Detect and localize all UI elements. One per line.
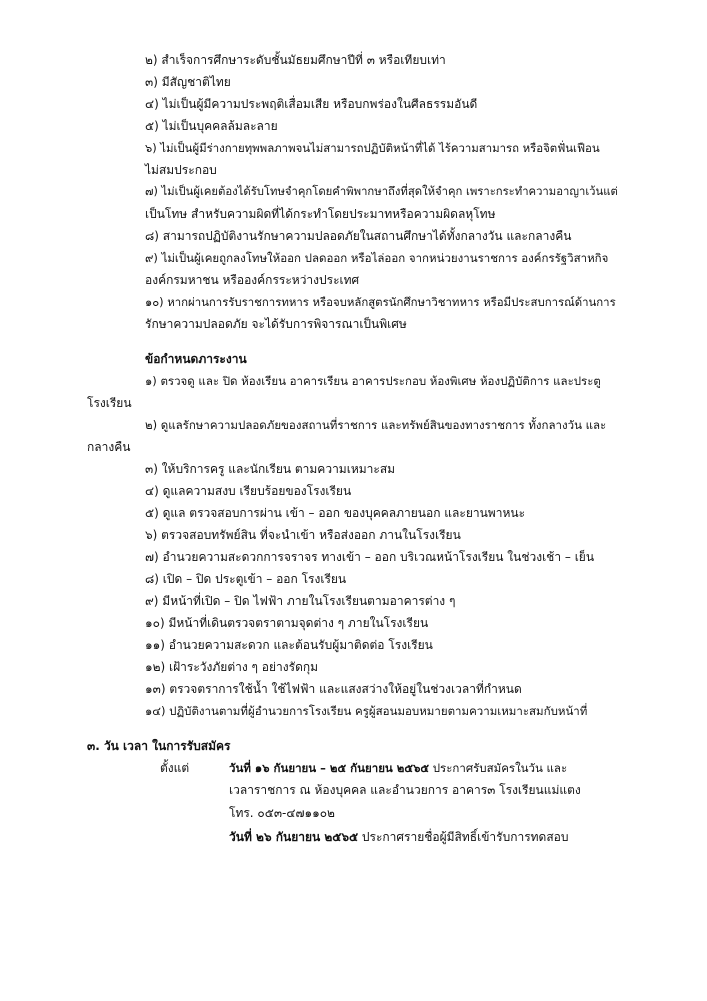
duty-item-1-cont: โรงเรียน [87, 396, 132, 410]
qualification-item-5: ๕) ไม่เป็นบุคคลล้มละลาย [145, 119, 278, 133]
qualification-item-8: ๘) สามารถปฏิบัติงานรักษาความปลอดภัยในสถานศึกษาได้ทั้งกลางวัน และกลางคืน [145, 229, 572, 243]
candidate-list-announcement [229, 829, 569, 845]
duty-item-4: ๔) ดูแลความสงบ เรียบร้อยของโรงเรียน [145, 484, 352, 498]
duty-item-10: ๑๐) มีหน้าที่เดินตรวจตราตามจุดต่าง ๆ ภายในโรงเรียน [145, 616, 429, 630]
qualification-item-10-cont: รักษาความปลอดภัย จะได้รับการพิจารณาเป็นพิเศษ [145, 317, 407, 331]
duty-item-14: ๑๔) ปฏิบัติงานตามที่ผู้อำนวยการโรงเรียน ครูผู้สอนมอบหมายตามความเหมาะสมกับหน้าที่ [145, 704, 588, 718]
duty-item-3: ๓) ให้บริการครู และนักเรียน ตามความเหมาะสม [145, 462, 396, 476]
duty-item-7: ๗) อำนวยความสะดวกการจราจร ทางเข้า – ออก บริเวณหน้าโรงเรียน ในช่วงเช้า – เย็น [145, 550, 595, 564]
duty-item-2: ๒) ดูแลรักษาความปลอดภัยของสถานที่ราชการ และทรัพย์สินของทางราชการ ทั้งกลางวัน และ [145, 418, 607, 432]
since-label: ตั้งแต่ [160, 761, 190, 775]
qualification-item-9: ๙) ไม่เป็นผู้เคยถูกลงโทษให้ออก ปลดออก หรือไล่ออก จากหน่วยงานราชการ องค์กรรัฐวิสาหกิจ [145, 251, 609, 265]
duty-item-1: ๑) ตรวจดู และ ปิด ห้องเรียน อาคารเรียน อาคารประกอบ ห้องพิเศษ ห้องปฏิบัติการ และประตู [145, 374, 601, 388]
contact-phone: โทร. ๐๕๓-๔๗๑๑๐๒ [229, 806, 335, 820]
qualification-item-9-cont: องค์กรมหาชน หรือองค์กรระหว่างประเทศ [145, 273, 360, 287]
qualification-item-3: ๓) มีสัญชาติไทย [145, 75, 231, 89]
candidate-list-date: วันที่ ๒๖ กันยายน ๒๕๖๕ [229, 830, 359, 844]
application-period-date: วันที่ ๑๖ กันยายน – ๒๕ กันยายน ๒๕๖๕ [229, 761, 430, 775]
qualification-item-7-cont: เป็นโทษ สำหรับความผิดที่ได้กระทำโดยประมาทหรือความผิดลหุโทษ [145, 207, 496, 221]
duty-item-11: ๑๑) อำนวยความสะดวก และต้อนรับผู้มาติดต่อ โรงเรียน [145, 638, 433, 652]
duty-item-9: ๙) มีหน้าที่เปิด – ปิด ไฟฟ้า ภายในโรงเรียนตามอาคารต่าง ๆ [145, 594, 456, 608]
application-period [229, 760, 567, 776]
qualification-item-2: ๒) สำเร็จการศึกษาระดับชั้นมัธยมศึกษาปีที่ ๓ หรือเทียบเท่า [145, 53, 446, 67]
qualification-item-6-cont: ไม่สมประกอบ [145, 163, 217, 177]
qualification-item-6: ๖) ไม่เป็นผู้มีร่างกายทุพพลภาพจนไม่สามารถปฏิบัติหน้าที่ได้ ไร้ความสามารถ หรือจิตฟั่นเฟือน [145, 141, 600, 155]
duty-item-8: ๘) เปิด – ปิด ประตูเข้า – ออก โรงเรียน [145, 572, 347, 586]
duties-heading: ข้อกำหนดภาระงาน [145, 352, 247, 366]
duty-item-13: ๑๓) ตรวจตราการใช้น้ำ ใช้ไฟฟ้า และแสงสว่างให้อยู่ในช่วงเวลาที่กำหนด [145, 682, 522, 696]
qualification-item-7: ๗) ไม่เป็นผู้เคยต้องได้รับโทษจำคุกโดยคำพิพากษาถึงที่สุดให้จำคุก เพราะกระทำความอาญาเว้นแต่ [145, 185, 618, 198]
candidate-list-text: ประกาศรายชื่อผู้มีสิทธิ์เข้ารับการทดสอบ [358, 830, 569, 844]
application-period-text: ประกาศรับสมัครในวัน และ [429, 761, 568, 775]
duty-item-6: ๖) ตรวจสอบทรัพย์สิน ที่จะนำเข้า หรือส่งออก ภานในโรงเรียน [145, 528, 461, 542]
section3-heading: ๓. วัน เวลา ในการรับสมัคร [87, 739, 231, 753]
qualification-item-10: ๑๐) หากผ่านการรับราชการทหาร หรือจบหลักสูตรนักศึกษาวิชาทหาร หรือมีประสบการณ์ด้านการ [145, 295, 616, 309]
duty-item-5: ๕) ดูแล ตรวจสอบการผ่าน เข้า – ออก ของบุคคลภายนอก และยานพาหนะ [145, 506, 526, 520]
duty-item-12: ๑๒) เฝ้าระวังภัยต่าง ๆ อย่างรัดกุม [145, 660, 319, 674]
application-location: เวลาราชการ ณ ห้องบุคคล และอำนวยการ อาคาร๓ โรงเรียนแม่แตง [229, 783, 581, 797]
qualification-item-4: ๔) ไม่เป็นผู้มีความประพฤติเสื่อมเสีย หรือบกพร่องในศีลธรรมอันดี [145, 97, 478, 111]
duty-item-2-cont: กลางคืน [87, 440, 131, 454]
